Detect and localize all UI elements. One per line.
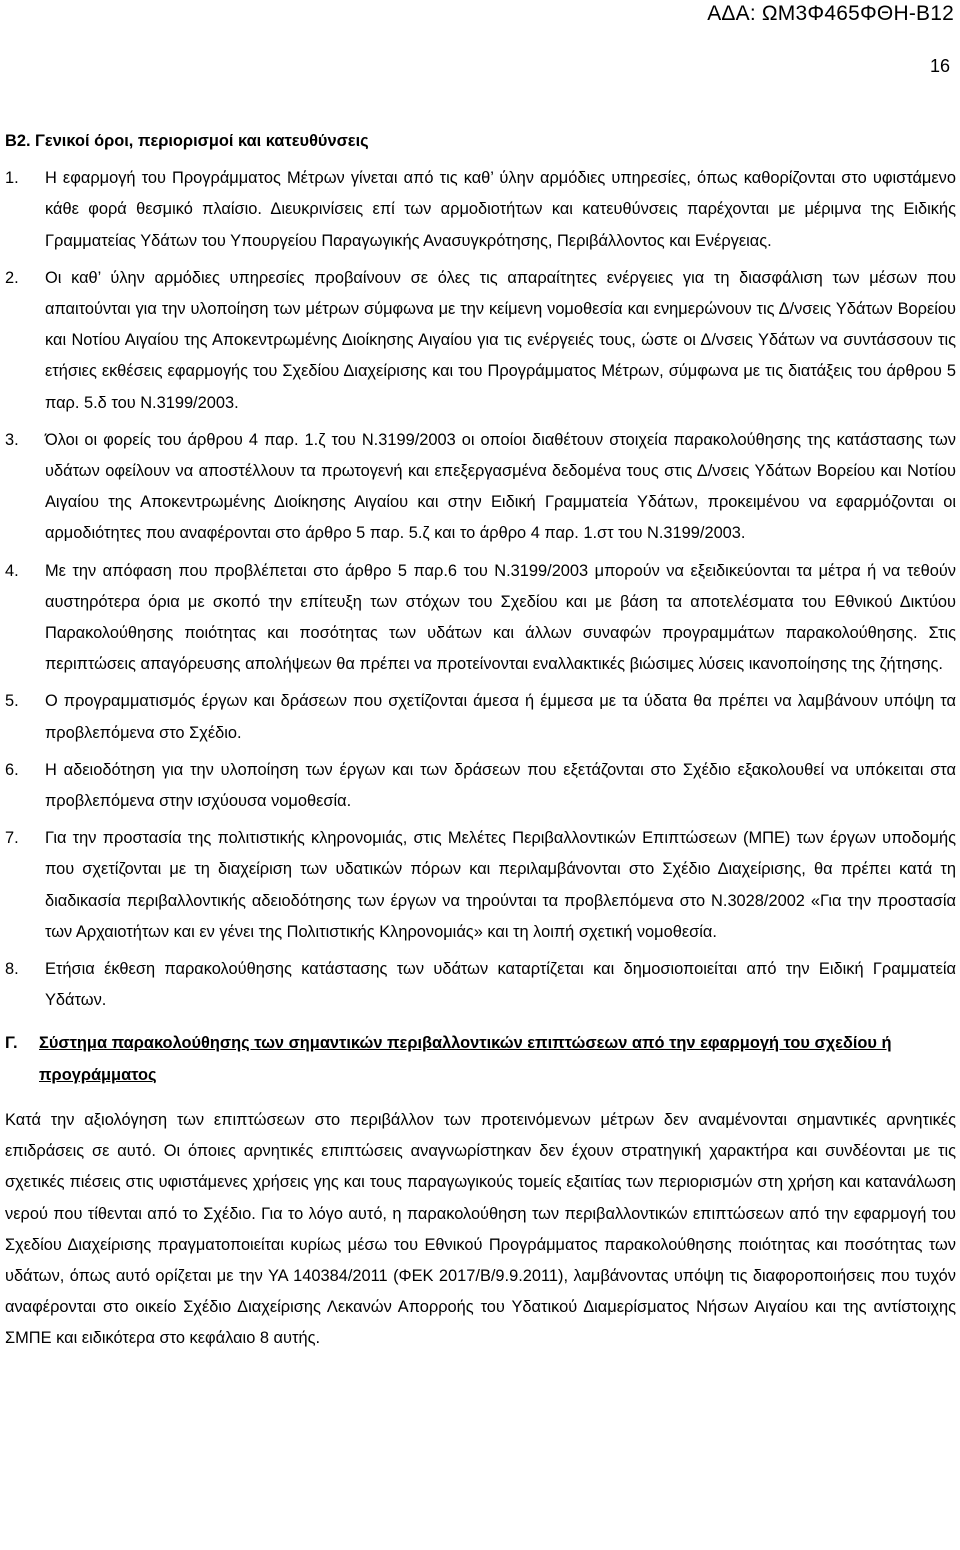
list-item-number: 8. [5, 960, 19, 979]
list-item-text: Για την προστασία της πολιτιστικής κληρονομιάς, στις Μελέτες Περιβαλλοντικών Επιπτώσεων (ΜΠΕ) των έργων υποδομής που σχετίζονται με τη διαχείριση των υδατικών πόρων και περιλαμβάνονται στο Σχέδιο Διαχείρισης, θα πρέπει κατά τη διαδικασία περιβαλλοντικής αδειοδότησης των έργων να τηρούνται τα προβλεπόμενα στο Ν.3028/2002 «Για την προστασία των Αρχαιοτήτων και εν γένει της Πολιτιστικής Κληρονομιάς» και τη λοιπή σχετική νομοθεσία. [45, 829, 956, 941]
ada-code: ΑΔΑ: ΩΜ3Φ465ΦΘΗ-Β12 [707, 2, 954, 25]
list-item [5, 425, 956, 550]
list-item-number: 6. [5, 760, 19, 779]
list-item [5, 263, 956, 419]
list-item [5, 823, 956, 948]
list-item-number: 2. [5, 268, 19, 287]
list-item-text: Η αδειοδότηση για την υλοποίηση των έργων και των δράσεων που εξετάζονται στο Σχέδιο εξακολουθεί να υπόκειται στα προβλεπόμενα στην ισχύουσα νομοθεσία. [45, 760, 956, 811]
section-letter: Γ. [5, 1034, 18, 1053]
section-heading-g [5, 1028, 956, 1090]
list-item [5, 556, 956, 681]
section-heading-text: Σύστημα παρακολούθησης των σημαντικών περιβαλλοντικών επιπτώσεων από την εφαρμογή του σχεδίου ή προγράμματος [39, 1034, 892, 1084]
section-title-b2: Β2. Γενικοί όροι, περιορισμοί και κατευθύνσεις [5, 132, 369, 150]
page-number: 16 [929, 56, 950, 76]
section-g-paragraph: Κατά την αξιολόγηση των επιπτώσεων στο περιβάλλον των προτεινόμενων μέτρων δεν αναμένονται σημαντικές αρνητικές επιδράσεις σε αυτό. Οι όποιες αρνητικές επιπτώσεις αναγνωρίστηκαν δεν έχουν στρατηγική χαρακτήρα και συνδέονται με τις σχετικές πιέσεις στις υφιστάμενες χρήσεις γης και τους παραγωγικούς τομείς εξαιτίας των περιορισμών στη χρήση και κατανάλωση νερού που τίθενται από το Σχέδιο. Για το λόγο αυτό, η παρακολούθηση των περιβαλλοντικών επιπτώσεων από την εφαρμογή του Σχεδίου Διαχείρισης πραγματοποιείται κυρίως μέσω του Εθνικού Προγράμματος παρακολούθησης ποιότητας και ποσότητας των υδάτων, όπως αυτό ορίζεται με την ΥΑ 140384/2011 (ΦΕΚ 2017/Β/9.9.2011), λαμβάνοντας υπόψη τις διαφοροποιήσεις που τυχόν αναφέρονται στο οικείο Σχέδιο Διαχείρισης Λεκανών Απορροής του Υδατικού Διαμερίσματος Νήσων Αιγαίου και της αντίστοιχης ΣΜΠΕ και ειδικότερα στο κεφάλαιο 8 αυτής. [5, 1110, 956, 1348]
list-item-number: 3. [5, 430, 19, 449]
list-item-text: Ο προγραμματισμός έργων και δράσεων που σχετίζονται άμεσα ή έμμεσα με τα ύδατα θα πρέπει να λαμβάνουν υπόψη τα προβλεπόμενα στο Σχέδιο. [45, 692, 956, 742]
list-item-text: Με την απόφαση που προβλέπεται στο άρθρο 5 παρ.6 του Ν.3199/2003 μπορούν να εξειδικεύονται τα μέτρα ή να τεθούν αυστηρότερα όρια με σκοπό την επίτευξη των στόχων του Σχεδίου και με βάση τα αποτελέσματα του Εθνικού Δικτύου Παρακολούθησης ποιότητας και ποσότητας των υδάτων και άλλων συναφών προγραμμάτων παρακολούθησης. Στις περιπτώσεις απαγόρευσης απολήψεων θα πρέπει να προτείνονται εναλλακτικές βιώσιμες λύσεις ικανοποίησης της ζήτησης. [45, 561, 956, 674]
list-item [5, 163, 956, 257]
list-item-number: 7. [5, 829, 19, 848]
list-item-number: 5. [5, 692, 19, 711]
list-item-text: Όλοι οι φορείς του άρθρου 4 παρ. 1.ζ του Ν.3199/2003 οι οποίοι διαθέτουν στοιχεία παρακολούθησης της κατάστασης των υδάτων οφείλουν να αποστέλλουν τα πρωτογενή και επεξεργασμένα δεδομένα τους στις Δ/νσεις Υδάτων Βορείου και Νοτίου Αιγαίου της Αποκεντρωμένης Διοίκησης Αιγαίου και στην Ειδική Γραμματεία Υδάτων, προκειμένου να εφαρμόζονται οι αρμοδιότητες που αναφέρονται στο άρθρο 5 παρ. 5.ζ και το άρθρο 4 παρ. 1.στ του Ν.3199/2003. [45, 430, 956, 543]
list-item [5, 686, 956, 748]
list-item-text: Οι καθ’ ύλην αρμόδιες υπηρεσίες προβαίνουν σε όλες τις απαραίτητες ενέργειες για τη διασφάλιση των μέσων που απαιτούνται για την υλοποίηση των μέτρων σύμφωνα με την κείμενη νομοθεσία και ενημερώνουν τις Δ/νσεις Υδάτων Βορείου και Νοτίου Αιγαίου της Αποκεντρωμένης Διοίκησης Αιγαίου για τις ενέργειές τους, ώστε οι Δ/νσεις Υδάτων να συντάσσουν τις ετήσιες εκθέσεις εφαρμογής του Σχεδίου Διαχείρισης και του Προγράμματος Μέτρων, σύμφωνα με τις διατάξεις του άρθρου 5 παρ. 5.δ του Ν.3199/2003. [45, 268, 956, 412]
list-item-text: Ετήσια έκθεση παρακολούθησης κατάστασης των υδάτων καταρτίζεται και δημοσιοποιείται από την Ειδική Γραμματεία Υδάτων. [45, 960, 956, 1010]
document-body [5, 126, 956, 1355]
list-item-text: Η εφαρμογή του Προγράμματος Μέτρων γίνεται από τις καθ’ ύλην αρμόδιες υπηρεσίες, όπως καθορίζονται στο υφιστάμενο κάθε φορά θεσμικό πλαίσιο. Διευκρινίσεις επί των αρμοδιοτήτων και κατευθύνσεις παρέχονται με μέριμνα της Ειδικής Γραμματείας Υδάτων του Υπουργείου Παραγωγικής Ανασυγκρότησης, Περιβάλλοντος και Ενέργειας. [45, 169, 956, 250]
list-item [5, 755, 956, 817]
list-item [5, 954, 956, 1016]
list-item-number: 1. [5, 169, 19, 188]
list-item-number: 4. [5, 561, 19, 580]
